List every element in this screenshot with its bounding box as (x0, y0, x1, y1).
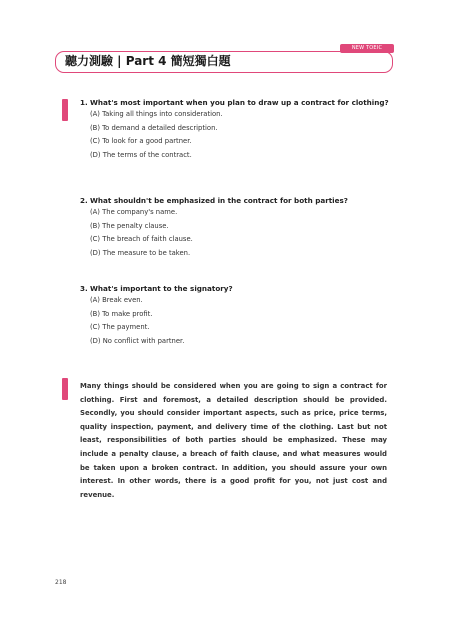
section-header (55, 51, 393, 73)
script-marker (62, 378, 68, 400)
question-1 (80, 98, 395, 162)
question-3 (80, 284, 395, 348)
question-number: 3. (80, 284, 88, 293)
question-stem (80, 98, 395, 108)
option-a: (A) Break even. (90, 296, 143, 304)
question-stem (80, 196, 395, 206)
option-b: (B) To demand a detailed description. (90, 123, 218, 132)
question-number: 2. (80, 196, 88, 205)
question-2 (80, 196, 395, 260)
option-b: (B) The penalty clause. (90, 221, 169, 230)
page-title: 聽力測驗 | Part 4 簡短獨白題 (65, 54, 231, 68)
question-text: What shouldn't be emphasized in the contract for both parties? (90, 196, 348, 205)
question-text: What's important to the signatory? (90, 284, 233, 293)
option-d: (D) The measure to be taken. (90, 248, 191, 257)
option-a: (A) The company's name. (90, 208, 178, 216)
option-c: (C) To look for a good partner. (90, 137, 192, 145)
question-stem (80, 284, 395, 294)
option-c: (C) The breach of faith clause. (90, 235, 193, 243)
option-d: (D) No conflict with partner. (90, 336, 185, 345)
questions-marker (62, 99, 68, 121)
option-d: (D) The terms of the contract. (90, 150, 192, 159)
question-number: 1. (80, 98, 88, 107)
question-text: What's most important when you plan to draw up a contract for clothing? (90, 98, 389, 107)
section-tag: NEW TOEIC (340, 44, 394, 53)
page-number: 218 (55, 579, 67, 586)
option-b: (B) To make profit. (90, 309, 153, 318)
option-a: (A) Taking all things into consideration. (90, 110, 223, 118)
listening-script: Many things should be considered when you are going to sign a contract for clothing. First and foremost, a detailed description should be provided. Secondly, you should consider important aspects, such as price, price terms, quality inspection, payment, and delivery time of the clothing. Last but not least, responsibilities of both parties should be emphasized. These may include a penalty clause, a breach of faith clause, and what measures would be taken upon a broken contract. In addition, you should assure your own interest. In other words, there is a good profit for you, not just cost and revenue. (80, 382, 387, 499)
option-c: (C) The payment. (90, 323, 150, 331)
